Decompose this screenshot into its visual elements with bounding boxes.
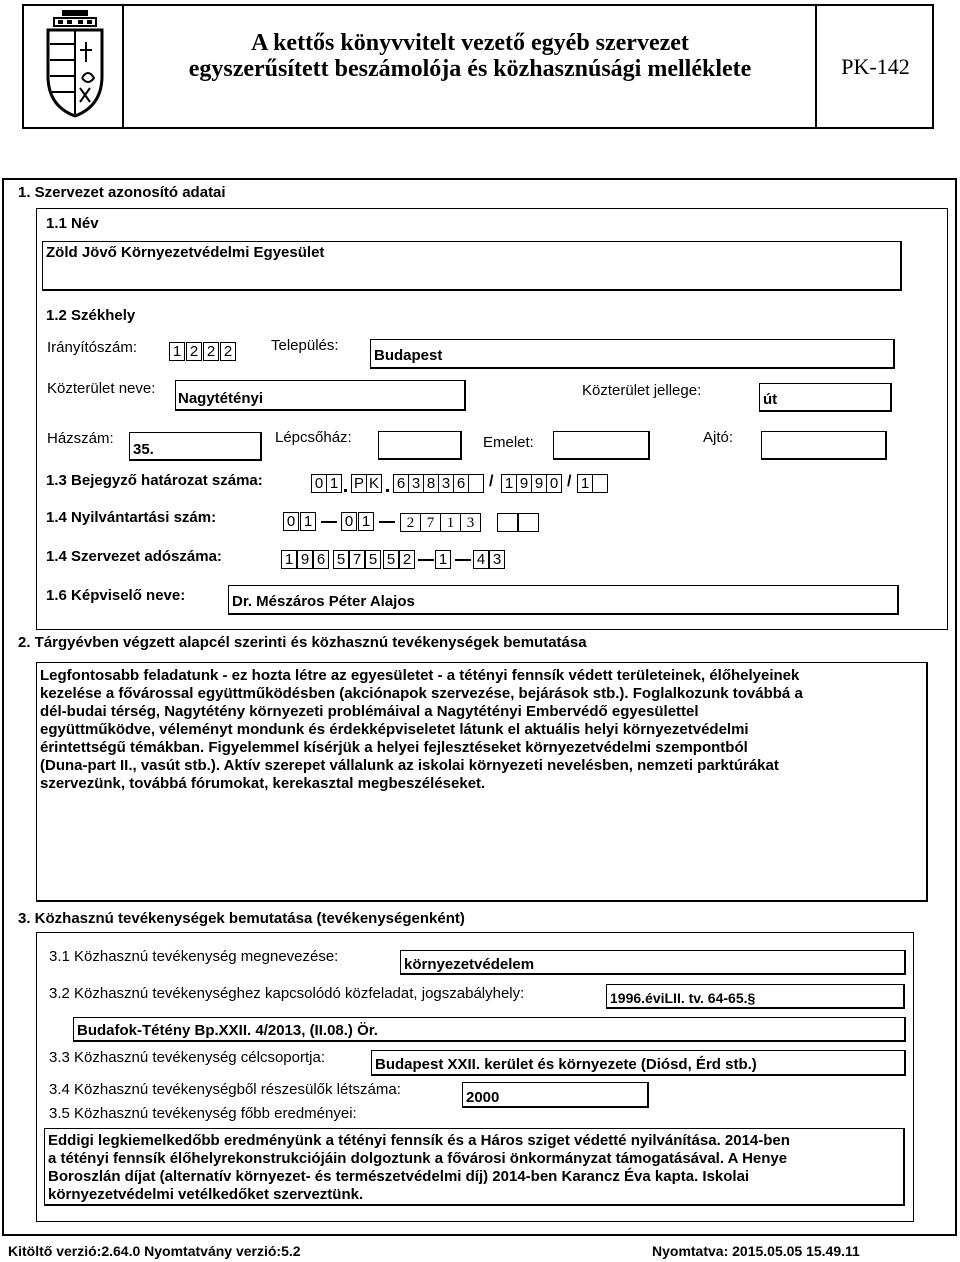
- separator-dot: [386, 489, 389, 492]
- separator-dot: [344, 489, 347, 492]
- tax-digit[interactable]: 1: [281, 550, 297, 569]
- results-text: [48, 1132, 903, 1204]
- tax-digit[interactable]: 3: [489, 550, 505, 569]
- section2-text: [40, 667, 925, 793]
- zip-digit[interactable]: 2: [220, 342, 236, 361]
- street-value: Nagytétényi: [178, 390, 264, 407]
- street-type-value: út: [763, 391, 778, 408]
- reg-number-digit[interactable]: 1: [440, 513, 461, 532]
- section2-line: szervezünk, továbbá fórumokat, kerekasztal megbeszéléseket.: [40, 775, 486, 792]
- reg-decision-label: 1.3 Bejegyző határozat száma:: [46, 472, 263, 489]
- city-value: Budapest: [374, 347, 443, 364]
- stair-label: Lépcsőház:: [275, 429, 352, 446]
- task-value-2: Budafok-Tétény Bp.XXII. 4/2013, (II.08.) Ör.: [77, 1022, 378, 1039]
- results-label: 3.5 Közhasznú tevékenység főbb eredményei:: [49, 1105, 357, 1122]
- reg-decision-digit[interactable]: 9: [531, 474, 547, 493]
- city-field[interactable]: [370, 339, 895, 369]
- name-value: Zöld Jövő Környezetvédelmi Egyesület: [46, 244, 325, 261]
- section2-line: kezelése a fővárossal együttműködésben (akciónapok szervezése, bejárások stb.). Foglalkozunk továbbá a: [40, 685, 803, 702]
- street-type-field[interactable]: [759, 383, 892, 412]
- participants-label: 3.4 Közhasznú tevékenységből részesülők létszáma:: [49, 1081, 401, 1098]
- task-label: 3.2 Közhasznú tevékenységhez kapcsolódó közfeladat, jogszabályhely:: [49, 985, 525, 1002]
- participants-value: 2000: [466, 1089, 500, 1106]
- tax-digit[interactable]: 1: [435, 550, 451, 569]
- reg-decision-digit[interactable]: [468, 474, 484, 493]
- tax-digit[interactable]: 5: [383, 550, 399, 569]
- reg-decision-digit[interactable]: 6: [393, 474, 409, 493]
- separator-dash: [418, 559, 434, 561]
- reg-decision-digit[interactable]: K: [366, 474, 382, 493]
- reg-number-digit[interactable]: [497, 513, 518, 532]
- reg-number-digit[interactable]: 7: [420, 513, 441, 532]
- reg-decision-digit[interactable]: 1: [326, 474, 342, 493]
- door-label: Ajtó:: [703, 429, 734, 446]
- footer-version: Kitöltő verzió:2.64.0 Nyomtatvány verzió:5.2: [8, 1243, 301, 1259]
- results-line: Eddigi legkiemelkedőbb eredményünk a tétényi fennsík és a Háros sziget védetté nyilvánítása. 2014-ben: [48, 1132, 790, 1149]
- street-type-label: Közterület jellege:: [582, 382, 702, 399]
- reg-number-digit[interactable]: 1: [358, 512, 374, 531]
- reg-number-digit[interactable]: 0: [283, 512, 299, 531]
- door-field[interactable]: [761, 431, 887, 460]
- tax-digit[interactable]: 6: [313, 550, 329, 569]
- reg-number-digit[interactable]: 2: [400, 513, 421, 532]
- reg-number-digit[interactable]: 3: [460, 513, 481, 532]
- header-title-line1: A kettős könyvvitelt vezető egyéb szervezet: [251, 30, 689, 56]
- zip-digit[interactable]: 2: [186, 342, 202, 361]
- footer-printed: Nyomtatva: 2015.05.05 15.49.11: [652, 1243, 860, 1259]
- section2-line: (Duna-part II., vasút stb.). Aktív szerepet vállalunk az iskolai környezeti nevelésben, nemzeti parktúrákat: [40, 757, 779, 774]
- results-line: Boroszlán díjat (alternatív környezet- és természetvédelmi díj) 2014-ben Karancz Éva kapta. Iskolai: [48, 1168, 750, 1185]
- reg-decision-digit[interactable]: 3: [408, 474, 424, 493]
- results-line: a tétényi fennsík élőhelyrekonstrukciójáin dolgoztunk a fővárosi önkormányzat támogatásával. A Henye: [48, 1150, 788, 1167]
- street-label: Közterület neve:: [47, 380, 156, 397]
- rep-value: Dr. Mészáros Péter Alajos: [232, 593, 415, 610]
- separator-dash: [379, 521, 395, 523]
- reg-decision-digit[interactable]: 0: [546, 474, 562, 493]
- separator-dash: [455, 559, 471, 561]
- section2-line: dél-budai térség, Nagytétény környezeti problémáival a Nagytétényi Embervédő egyesülettel: [40, 703, 699, 720]
- seat-label: 1.2 Székhely: [46, 307, 136, 324]
- target-label: 3.3 Közhasznú tevékenység célcsoportja:: [49, 1049, 325, 1066]
- separator-slash: /: [567, 473, 572, 490]
- task-value: 1996.éviLII. tv. 64-65.§: [610, 990, 756, 1006]
- tax-digit[interactable]: 7: [349, 550, 365, 569]
- activity-name-value: környezetvédelem: [404, 956, 535, 973]
- stair-field[interactable]: [378, 431, 462, 460]
- section1-heading: 1. Szervezet azonosító adatai: [18, 184, 226, 201]
- house-value: 35.: [133, 441, 154, 458]
- reg-decision-digit[interactable]: 0: [311, 474, 327, 493]
- reg-number-label: 1.4 Nyilvántartási szám:: [46, 509, 217, 526]
- reg-decision-digit[interactable]: [592, 474, 608, 493]
- separator-slash: /: [489, 473, 494, 490]
- reg-decision-digit[interactable]: 9: [516, 474, 532, 493]
- reg-number-digit[interactable]: 0: [341, 512, 357, 531]
- activity-name-label: 3.1 Közhasznú tevékenység megnevezése:: [49, 948, 339, 965]
- tax-digit[interactable]: 5: [365, 550, 381, 569]
- reg-number-digit[interactable]: 1: [300, 512, 316, 531]
- section2-line: érintettségű témákban. Figyelemmel kísérjük a helyei fejlesztéseket környezetvédelmi szempontból: [40, 739, 748, 756]
- tax-digit[interactable]: 9: [297, 550, 313, 569]
- tax-digit[interactable]: 5: [333, 550, 349, 569]
- results-line: környezetvédelmi vetélkedőket szerveztünk.: [48, 1186, 364, 1203]
- name-label: 1.1 Név: [46, 215, 99, 232]
- target-value: Budapest XXII. kerület és környezete (Diósd, Érd stb.): [375, 1056, 757, 1073]
- tax-label: 1.4 Szervezet adószáma:: [46, 548, 222, 565]
- section2-line: együttműködve, véleményt mondunk és érdekképviseletet látunk el aktuális helyi környezetvédelmi: [40, 721, 749, 738]
- rep-label: 1.6 Képviselő neve:: [46, 587, 186, 604]
- header-title-line2: egyszerűsített beszámolója és közhasznúsági melléklete: [188, 56, 752, 82]
- form-code: PK-142: [841, 54, 910, 79]
- reg-decision-digit[interactable]: 3: [438, 474, 454, 493]
- section2-line: Legfontosabb feladatunk - ez hozta létre az egyesületet - a tétényi fennsík védett területeinek, élőhelyeinek: [40, 667, 800, 684]
- reg-decision-digit[interactable]: 1: [577, 474, 593, 493]
- coat-of-arms-icon: [40, 8, 110, 120]
- reg-number-digit[interactable]: [518, 513, 539, 532]
- city-label: Település:: [271, 337, 339, 354]
- tax-digit[interactable]: 4: [473, 550, 489, 569]
- section3-heading: 3. Közhasznú tevékenységek bemutatása (tevékenységenként): [18, 910, 465, 927]
- tax-digit[interactable]: 2: [399, 550, 415, 569]
- zip-digit[interactable]: 1: [169, 342, 185, 361]
- reg-decision-digit[interactable]: 1: [501, 474, 517, 493]
- zip-label: Irányítószám:: [47, 339, 138, 356]
- floor-field[interactable]: [553, 431, 650, 460]
- reg-decision-digit[interactable]: 8: [423, 474, 439, 493]
- house-label: Házszám:: [47, 430, 114, 447]
- zip-digit[interactable]: 2: [203, 342, 219, 361]
- floor-label: Emelet:: [483, 434, 534, 451]
- reg-decision-digit[interactable]: 6: [453, 474, 469, 493]
- reg-decision-digit[interactable]: P: [351, 474, 367, 493]
- separator-dash: [321, 521, 337, 523]
- section2-heading: 2. Tárgyévben végzett alapcél szerinti és közhasznú tevékenységek bemutatása: [18, 634, 587, 651]
